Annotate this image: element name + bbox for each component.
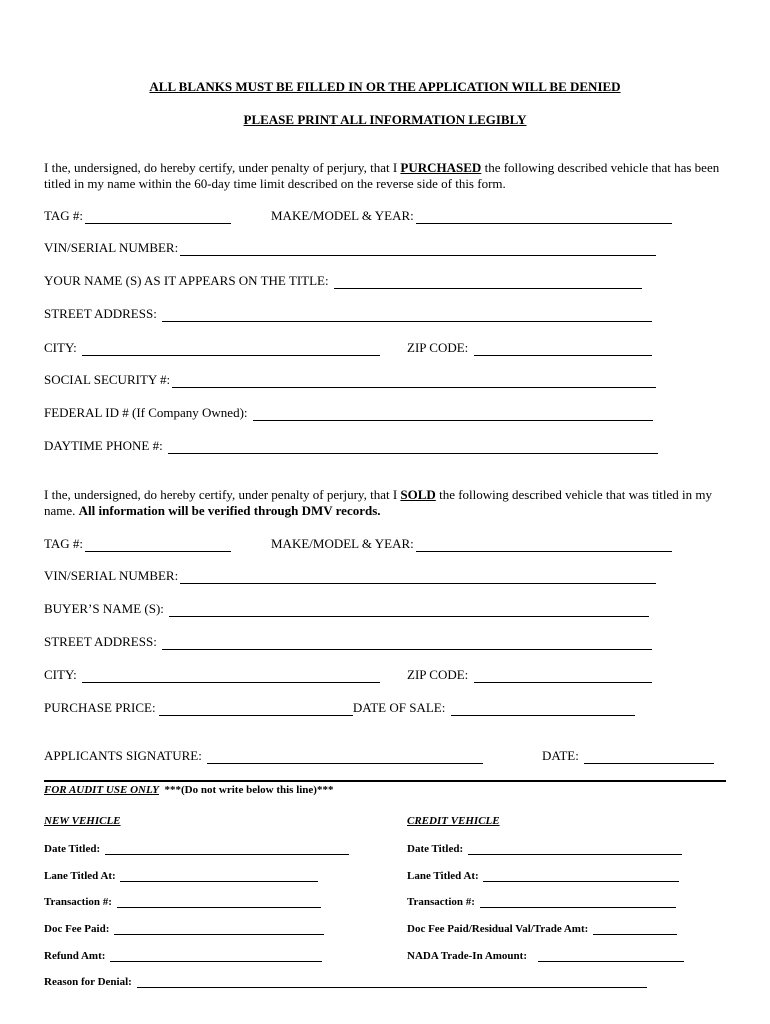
- applicant-signature-field[interactable]: [44, 748, 483, 764]
- lane-titled-label: Lane Titled At:: [44, 870, 119, 882]
- transaction-blank[interactable]: [117, 898, 321, 908]
- purchased-street-field[interactable]: [44, 306, 652, 322]
- purchased-federal-id-field[interactable]: [44, 405, 653, 421]
- credit-transaction-field[interactable]: [407, 896, 676, 908]
- purchase-price-blank[interactable]: [159, 704, 353, 716]
- signature-date-field[interactable]: [542, 748, 714, 764]
- audit-divider-line: [44, 780, 726, 782]
- city-label: CITY:: [44, 340, 80, 355]
- sold-zip-field[interactable]: [407, 667, 652, 683]
- new-lane-titled-field[interactable]: [44, 870, 318, 882]
- signature-date-label: DATE:: [542, 748, 583, 763]
- zip-label: ZIP CODE:: [407, 667, 472, 682]
- credit-lane-titled-field[interactable]: [407, 870, 679, 882]
- refund-blank[interactable]: [110, 952, 322, 962]
- print-legibly-heading: PLEASE PRINT ALL INFORMATION LEGIBLY: [243, 112, 527, 127]
- sold-price-date-field[interactable]: [44, 700, 635, 716]
- federal-id-label: FEDERAL ID # (If Company Owned):: [44, 405, 251, 420]
- make-model-label: MAKE/MODEL & YEAR:: [271, 536, 414, 551]
- new-refund-field[interactable]: [44, 950, 322, 962]
- purchase-price-label: PURCHASE PRICE:: [44, 700, 159, 715]
- buyer-name-label: BUYER’S NAME (S):: [44, 601, 168, 616]
- new-transaction-field[interactable]: [44, 896, 321, 908]
- tag-blank[interactable]: [85, 540, 231, 552]
- buyer-name-blank[interactable]: [169, 605, 649, 617]
- street-label: STREET ADDRESS:: [44, 634, 161, 649]
- purchased-ssn-field[interactable]: [44, 372, 656, 388]
- doc-fee-blank[interactable]: [114, 925, 324, 935]
- credit-nada-field[interactable]: [407, 950, 684, 962]
- ssn-blank[interactable]: [172, 376, 656, 388]
- sold-keyword: SOLD: [400, 487, 436, 502]
- audit-header: [44, 784, 333, 796]
- credit-vehicle-heading: CREDIT VEHICLE: [407, 815, 500, 827]
- make-model-blank[interactable]: [416, 540, 672, 552]
- dmv-verification-note: All information will be verified through DMV records.: [78, 503, 381, 518]
- date-titled-label: Date Titled:: [44, 843, 103, 855]
- tag-label: TAG #:: [44, 208, 84, 223]
- transaction-label: Transaction #:: [407, 896, 478, 908]
- lane-titled-blank[interactable]: [120, 872, 318, 882]
- street-label: STREET ADDRESS:: [44, 306, 161, 321]
- city-blank[interactable]: [82, 344, 380, 356]
- vin-label: VIN/SERIAL NUMBER:: [44, 240, 179, 255]
- purchased-name-field[interactable]: [44, 273, 642, 289]
- date-titled-label: Date Titled:: [407, 843, 466, 855]
- phone-label: DAYTIME PHONE #:: [44, 438, 166, 453]
- zip-label: ZIP CODE:: [407, 340, 472, 355]
- city-label: CITY:: [44, 667, 80, 682]
- purchased-vin-field[interactable]: [44, 240, 656, 256]
- city-blank[interactable]: [82, 671, 380, 683]
- vin-label: VIN/SERIAL NUMBER:: [44, 568, 179, 583]
- date-titled-blank[interactable]: [468, 845, 682, 855]
- zip-blank[interactable]: [474, 671, 652, 683]
- tag-label: TAG #:: [44, 536, 84, 551]
- lane-titled-label: Lane Titled At:: [407, 870, 482, 882]
- new-doc-fee-field[interactable]: [44, 923, 324, 935]
- new-date-titled-field[interactable]: [44, 843, 349, 855]
- signature-label: APPLICANTS SIGNATURE:: [44, 748, 206, 763]
- ssn-label: SOCIAL SECURITY #:: [44, 372, 171, 387]
- street-blank[interactable]: [162, 638, 652, 650]
- purchased-keyword: PURCHASED: [400, 160, 482, 175]
- denial-warning-heading: ALL BLANKS MUST BE FILLED IN OR THE APPLICATION WILL BE DENIED: [149, 79, 621, 94]
- purchased-city-field[interactable]: [44, 340, 380, 356]
- purchased-certification-text: [44, 160, 734, 192]
- reason-for-denial-field[interactable]: [44, 976, 647, 988]
- reason-for-denial-label: Reason for Denial:: [44, 976, 135, 988]
- sold-intro-suffix: the following described vehicle that was titled in my name.: [44, 487, 713, 518]
- sold-tag-field[interactable]: [44, 536, 231, 552]
- purchased-tag-field[interactable]: [44, 208, 231, 224]
- purchased-intro-suffix: the following described vehicle that has been titled in my name within the 60-day time limit described on the reverse side of this form.: [44, 160, 720, 191]
- sold-street-field[interactable]: [44, 634, 652, 650]
- doc-fee-residual-label: Doc Fee Paid/Residual Val/Trade Amt:: [407, 923, 592, 935]
- tag-blank[interactable]: [85, 212, 231, 224]
- sold-vin-field[interactable]: [44, 568, 656, 584]
- owner-name-blank[interactable]: [334, 277, 642, 289]
- zip-blank[interactable]: [474, 344, 652, 356]
- purchased-phone-field[interactable]: [44, 438, 658, 454]
- new-vehicle-heading: NEW VEHICLE: [44, 815, 121, 827]
- federal-id-blank[interactable]: [253, 409, 653, 421]
- sold-city-field[interactable]: [44, 667, 380, 683]
- credit-date-titled-field[interactable]: [407, 843, 682, 855]
- audit-title: FOR AUDIT USE ONLY: [44, 784, 160, 796]
- date-titled-blank[interactable]: [105, 845, 349, 855]
- refund-label: Refund Amt:: [44, 950, 109, 962]
- transaction-label: Transaction #:: [44, 896, 115, 908]
- signature-date-blank[interactable]: [584, 752, 714, 764]
- doc-fee-label: Doc Fee Paid:: [44, 923, 113, 935]
- purchased-make-model-field[interactable]: [271, 208, 672, 224]
- lane-titled-blank[interactable]: [483, 872, 679, 882]
- sold-certification-text: [44, 487, 734, 519]
- phone-blank[interactable]: [168, 442, 658, 454]
- vin-blank[interactable]: [180, 244, 656, 256]
- date-of-sale-label: DATE OF SALE:: [352, 700, 449, 715]
- street-blank[interactable]: [162, 310, 652, 322]
- transaction-blank[interactable]: [480, 898, 676, 908]
- reason-for-denial-blank[interactable]: [137, 978, 647, 988]
- sold-buyer-name-field[interactable]: [44, 601, 649, 617]
- date-of-sale-blank[interactable]: [451, 704, 635, 716]
- purchased-intro-prefix: I the, undersigned, do hereby certify, under penalty of perjury, that I: [44, 160, 401, 175]
- nada-label: NADA Trade-In Amount:: [407, 950, 530, 962]
- audit-note: ***(Do not write below this line)***: [164, 784, 334, 796]
- sold-make-model-field[interactable]: [271, 536, 672, 552]
- owner-name-label: YOUR NAME (S) AS IT APPEARS ON THE TITLE:: [44, 273, 332, 288]
- make-model-blank[interactable]: [416, 212, 672, 224]
- sold-intro-prefix: I the, undersigned, do hereby certify, under penalty of perjury, that I: [44, 487, 401, 502]
- purchased-zip-field[interactable]: [407, 340, 652, 356]
- vin-blank[interactable]: [180, 572, 656, 584]
- signature-blank[interactable]: [207, 752, 483, 764]
- credit-doc-fee-field[interactable]: [407, 923, 677, 935]
- make-model-label: MAKE/MODEL & YEAR:: [271, 208, 414, 223]
- doc-fee-residual-blank[interactable]: [593, 925, 677, 935]
- nada-blank[interactable]: [538, 952, 684, 962]
